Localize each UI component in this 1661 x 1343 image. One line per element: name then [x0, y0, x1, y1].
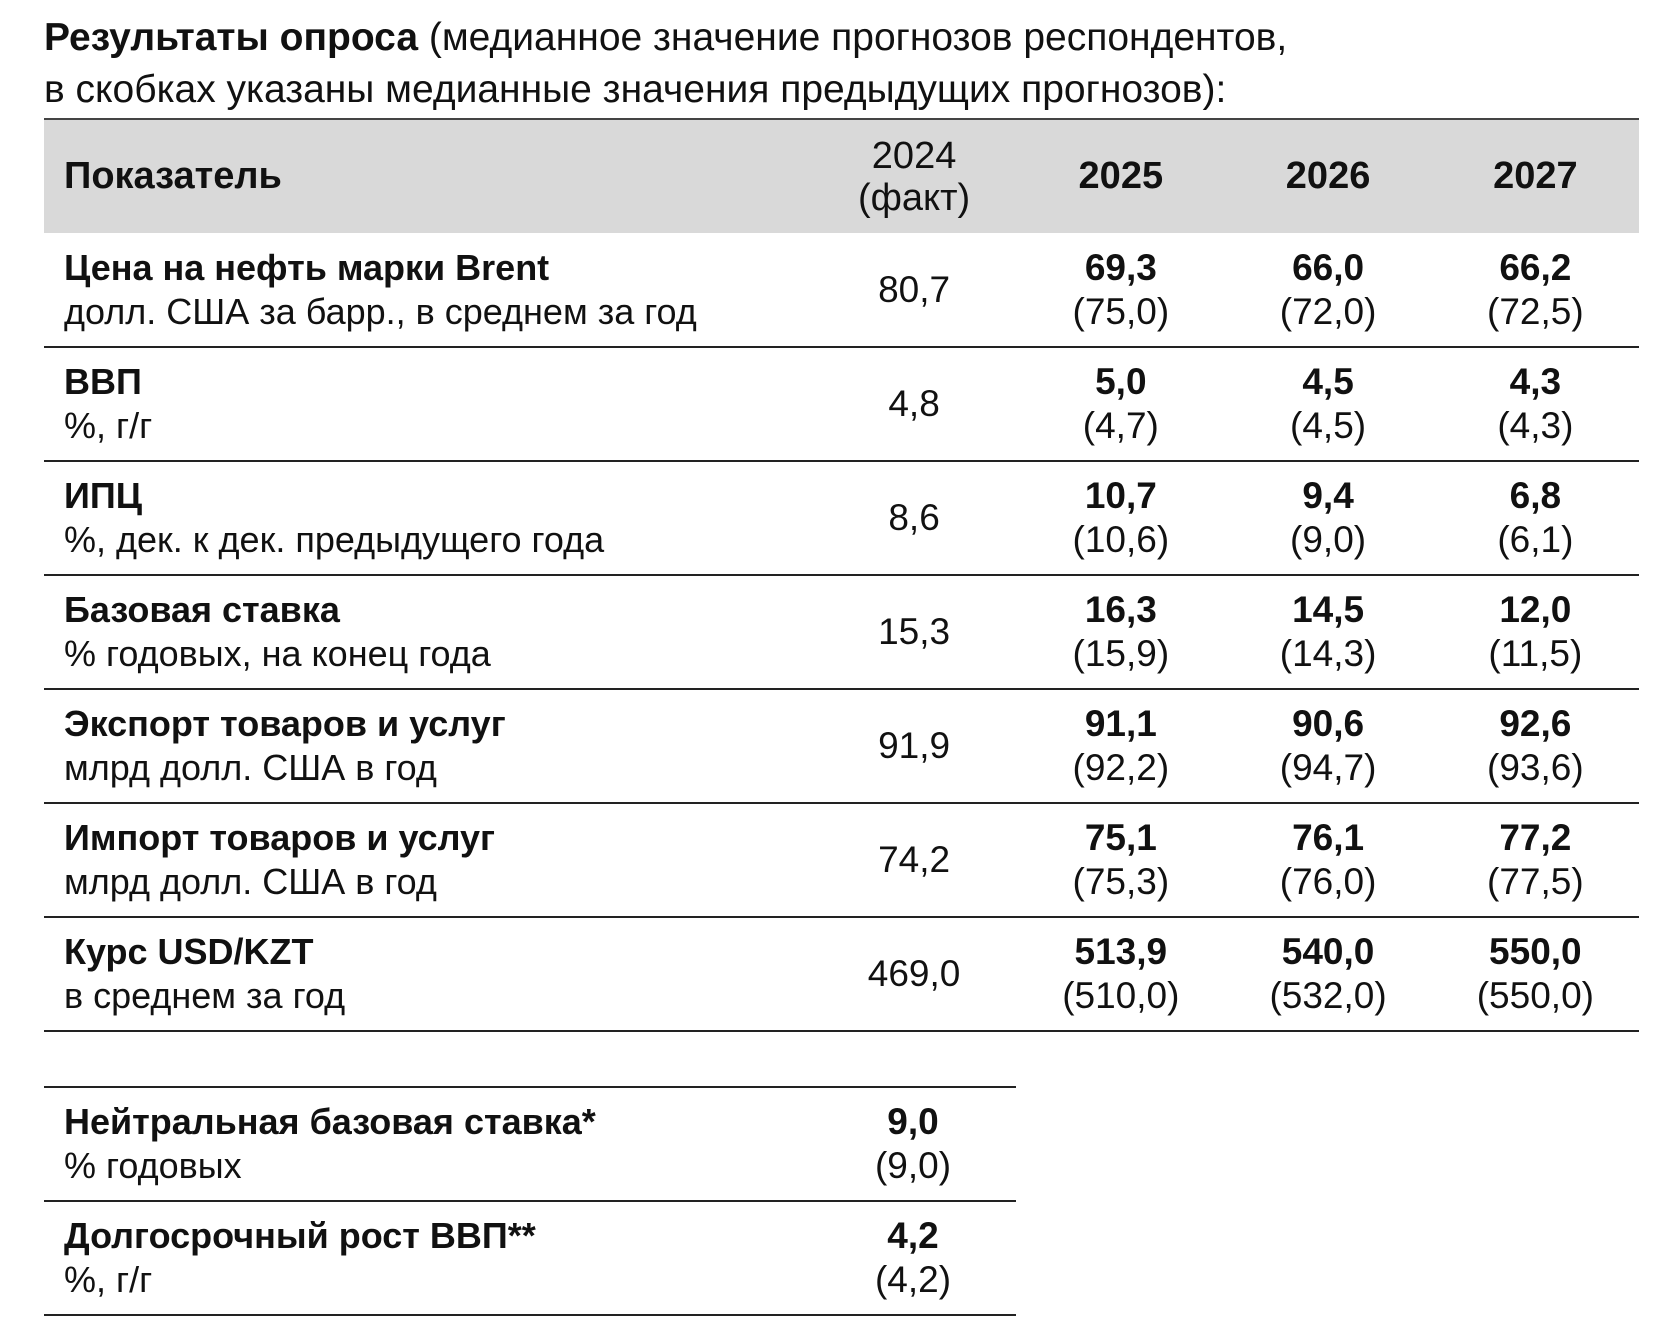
- forecast-2025: [1017, 803, 1224, 917]
- forecast-2026: [1224, 803, 1431, 917]
- value: 550,0: [1489, 931, 1582, 972]
- indicator-unit: % годовых, на конец года: [64, 633, 491, 674]
- table-row: [44, 461, 1639, 575]
- value: 91,1: [1084, 703, 1157, 744]
- indicator-unit: %, дек. к дек. предыдущего года: [64, 519, 605, 560]
- prev-value: (75,3): [1072, 861, 1170, 902]
- value: 14,5: [1292, 589, 1365, 630]
- forecast-2025: [1017, 233, 1224, 347]
- value: 76,1: [1292, 817, 1365, 858]
- header-2024: [811, 119, 1017, 233]
- indicator-name: Нейтральная базовая ставка*: [64, 1101, 596, 1142]
- indicator-unit: млрд долл. США в год: [64, 747, 437, 788]
- forecast-2025: [1017, 575, 1224, 689]
- prev-value: (4,5): [1290, 405, 1367, 446]
- prev-value: (4,7): [1082, 405, 1159, 446]
- indicator-cell: [44, 917, 811, 1031]
- value: 5,0: [1095, 361, 1147, 402]
- indicator-name: ИПЦ: [64, 475, 143, 516]
- value: 66,0: [1292, 246, 1365, 288]
- forecast-2026: [1224, 575, 1431, 689]
- title-bold: Результаты опроса: [44, 16, 419, 59]
- indicator-cell: [44, 1087, 810, 1201]
- fact-2024: 469,0: [867, 953, 961, 994]
- prev-value: (10,6): [1072, 519, 1170, 560]
- indicator-cell: [44, 803, 811, 917]
- value: 540,0: [1281, 931, 1375, 972]
- prev-value: (510,0): [1062, 975, 1180, 1016]
- forecast-2027: [1432, 689, 1639, 803]
- value: 4,3: [1509, 361, 1562, 402]
- value: 6,8: [1509, 475, 1562, 516]
- fact-2024: 4,8: [888, 383, 940, 424]
- forecast-2027: [1432, 803, 1639, 917]
- table-row: [44, 347, 1639, 461]
- header-indicator: Показатель: [64, 155, 282, 197]
- indicator-cell: [44, 689, 811, 803]
- value: 12,0: [1499, 589, 1572, 630]
- value: 4,5: [1302, 361, 1354, 402]
- indicator-cell: [44, 461, 811, 575]
- indicator-cell: [44, 233, 811, 347]
- forecast-table: [44, 118, 1639, 1032]
- table-row: [44, 803, 1639, 917]
- forecast-2027: [1432, 917, 1639, 1031]
- fact-2024: 91,9: [878, 725, 951, 766]
- fact-2024: 15,3: [878, 611, 951, 652]
- indicator-cell: [44, 1201, 810, 1315]
- forecast-2026: [1224, 461, 1431, 575]
- prev-value: (72,0): [1279, 290, 1377, 332]
- prev-value: (77,5): [1487, 861, 1584, 902]
- indicator-name: Базовая ставка: [64, 589, 340, 630]
- forecast-2026: [1224, 689, 1431, 803]
- title-rest: (медианное значение прогнозов респондентов,: [418, 16, 1288, 59]
- prev-value: (11,5): [1488, 633, 1583, 674]
- prev-value: (6,1): [1497, 519, 1574, 560]
- forecast-2025: [1017, 689, 1224, 803]
- forecast-2027: [1432, 347, 1639, 461]
- forecast-2026: [1224, 233, 1431, 347]
- indicator-name: Экспорт товаров и услуг: [64, 703, 506, 744]
- prev-value: (93,6): [1487, 747, 1584, 788]
- prev-value: (15,9): [1072, 633, 1170, 674]
- table-row: [44, 689, 1639, 803]
- fact-2024: 8,6: [888, 497, 940, 538]
- value: 9,0: [887, 1101, 939, 1142]
- forecast-2025: [1017, 461, 1224, 575]
- value: 66,2: [1499, 246, 1572, 288]
- table-row: [44, 1087, 1016, 1201]
- header-2027: 2027: [1493, 155, 1578, 197]
- value: 9,4: [1302, 475, 1354, 516]
- header-2025: 2025: [1078, 155, 1164, 197]
- forecast-2027: [1432, 461, 1639, 575]
- table-row: [44, 1201, 1016, 1315]
- prev-value: (14,3): [1279, 633, 1377, 674]
- indicator-unit: в среднем за год: [64, 975, 346, 1016]
- indicator-name: Цена на нефть марки Brent: [64, 246, 550, 288]
- value: 10,7: [1084, 475, 1157, 516]
- header-2024-year: 2024: [871, 134, 957, 177]
- value: 77,2: [1499, 817, 1572, 858]
- value: 69,3: [1084, 246, 1157, 288]
- indicator-name: Импорт товаров и услуг: [64, 817, 496, 858]
- prev-value: (72,5): [1487, 290, 1584, 332]
- forecast-2026: [1224, 347, 1431, 461]
- indicator-unit: млрд долл. США в год: [64, 861, 437, 902]
- indicator-name: Курс USD/KZT: [64, 931, 314, 972]
- prev-value: (4,2): [874, 1259, 952, 1300]
- long-term-value: [810, 1201, 1016, 1315]
- prev-value: (9,0): [1290, 519, 1367, 560]
- header-2026: 2026: [1285, 155, 1371, 197]
- fact-2024: 80,7: [878, 268, 951, 310]
- prev-value: (92,2): [1072, 747, 1170, 788]
- value: 75,1: [1084, 817, 1157, 858]
- long-term-table: [44, 1086, 1016, 1316]
- long-term-value: [810, 1087, 1016, 1201]
- table-row: [44, 233, 1639, 347]
- forecast-2027: [1432, 575, 1639, 689]
- forecast-2025: [1017, 917, 1224, 1031]
- prev-value: (532,0): [1269, 975, 1387, 1016]
- indicator-cell: [44, 347, 811, 461]
- title-line2: в скобках указаны медианные значения предыдущих прогнозов):: [44, 68, 1227, 111]
- indicator-unit: % годовых: [64, 1145, 242, 1186]
- value: 16,3: [1084, 589, 1157, 630]
- indicator-unit: долл. США за барр., в среднем за год: [64, 290, 697, 332]
- value: 90,6: [1292, 703, 1365, 744]
- indicator-cell: [44, 575, 811, 689]
- forecast-2027: [1432, 233, 1639, 347]
- prev-value: (9,0): [874, 1145, 952, 1186]
- prev-value: (94,7): [1279, 747, 1377, 788]
- forecast-2025: [1017, 347, 1224, 461]
- prev-value: (76,0): [1279, 861, 1377, 902]
- forecast-2026: [1224, 917, 1431, 1031]
- indicator-unit: %, г/г: [64, 1259, 153, 1300]
- table-row: [44, 917, 1639, 1031]
- table-row: [44, 575, 1639, 689]
- header-2024-fact: (факт): [857, 176, 971, 219]
- value: 513,9: [1074, 931, 1168, 972]
- indicator-name: Долгосрочный рост ВВП**: [64, 1215, 536, 1256]
- fact-2024: 74,2: [878, 839, 951, 880]
- indicator-unit: %, г/г: [64, 405, 153, 446]
- indicator-name: ВВП: [64, 361, 142, 402]
- page-title: [44, 12, 1624, 116]
- value: 4,2: [887, 1215, 939, 1256]
- prev-value: (75,0): [1072, 290, 1170, 332]
- table-header-row: [44, 119, 1639, 233]
- prev-value: (4,3): [1497, 405, 1574, 446]
- value: 92,6: [1499, 703, 1572, 744]
- prev-value: (550,0): [1476, 975, 1594, 1016]
